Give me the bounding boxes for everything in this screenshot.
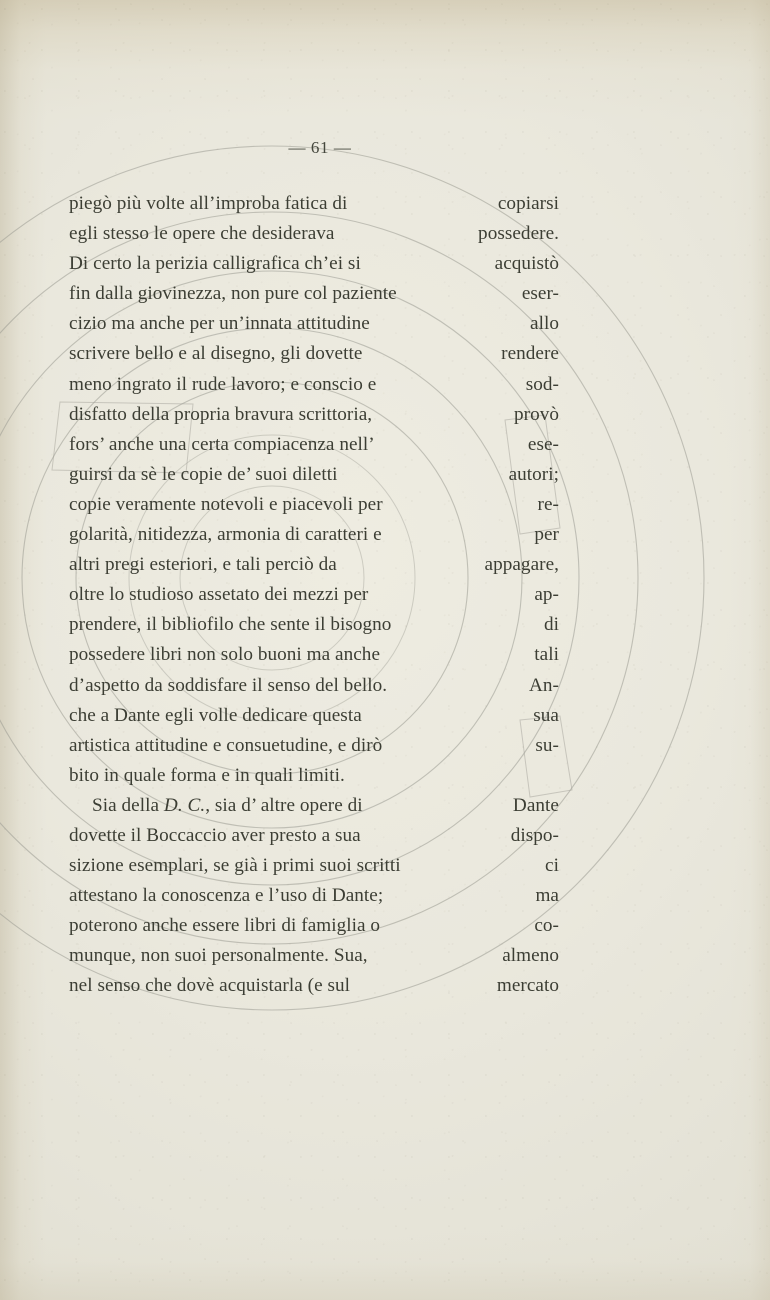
text-line: attestano la conoscenza e l’uso di Dante; ma <box>69 885 559 907</box>
page-number-folio: — 61 — <box>288 138 352 157</box>
text-line: fin dalla giovinezza, non pure col paziente eser- <box>69 283 559 305</box>
text-line: scrivere bello e al disegno, gli dovette rendere <box>69 343 559 365</box>
text-line: copie veramente notevoli e piacevoli per re- <box>69 493 559 515</box>
text-line: sizione esemplari, se già i primi suoi scritti ci <box>69 855 559 877</box>
text-line: disfatto della propria bravura scrittoria, provò <box>69 403 559 425</box>
text-line: egli stesso le opere che desiderava possedere. <box>69 223 559 245</box>
text-line: nel senso che dovè acquistarla (e sul mercato <box>69 975 559 997</box>
paragraph-2 <box>69 791 559 1002</box>
text-line: munque, non suoi personalmente. Sua, almeno <box>69 945 559 967</box>
text-block <box>69 189 559 1002</box>
text-line: meno ingrato il rude lavoro; e conscio e sod- <box>69 373 559 395</box>
italic-work-abbreviation: D. C. <box>163 794 206 816</box>
text-line: che a Dante egli volle dedicare questa sua <box>69 704 559 726</box>
text-line: artistica attitudine e consuetudine, e dirò su- <box>69 734 559 756</box>
text-line: Sia della D. C., sia d’ altre opere di Dante <box>92 794 559 816</box>
text-line: poterono anche essere libri di famiglia o co- <box>69 915 559 937</box>
text-line: dovette il Boccaccio aver presto a sua dispo- <box>69 824 559 846</box>
text-line: guirsi da sè le copie de’ suoi diletti autori; <box>69 463 559 485</box>
text-line: oltre lo studioso assetato dei mezzi per ap- <box>69 584 559 606</box>
text-line: altri pregi esteriori, e tali perciò da appagare, <box>69 554 559 576</box>
text-line: cizio ma anche per un’innata attitudine allo <box>69 313 559 335</box>
text-line: fors’ anche una certa compiacenza nell’ ese- <box>69 433 559 455</box>
text-line: possedere libri non solo buoni ma anche tali <box>69 644 559 666</box>
text-line: prendere, il bibliofilo che sente il bisogno di <box>69 614 559 636</box>
text-line: golarità, nitidezza, armonia di caratteri e per <box>69 524 559 546</box>
text-line: piegò più volte all’improba fatica di copiarsi <box>69 193 559 214</box>
text-line: d’aspetto da soddisfare il senso del bello. An- <box>69 674 559 696</box>
text-line: bito in quale forma e in quali limiti. <box>69 764 345 786</box>
text-line: Di certo la perizia calligrafica ch’ei si acquistò <box>69 253 559 275</box>
paragraph-1 <box>69 189 559 791</box>
